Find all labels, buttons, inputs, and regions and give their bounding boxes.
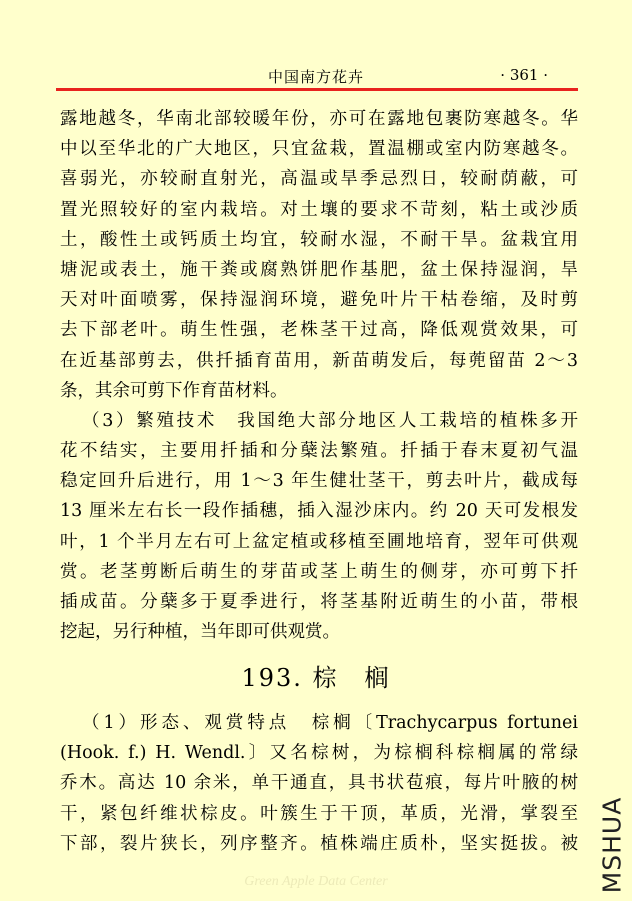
section-text <box>60 708 578 859</box>
text-line: 叶，1 个半月左右可上盆定植或移植至圃地培育，翌年可供观 <box>60 531 578 552</box>
text-line: 花不结实，主要用扦插和分蘖法繁殖。扦插于春末夏初气温 <box>60 441 578 462</box>
page-number: · 361 · <box>500 66 548 84</box>
body-text <box>60 104 578 647</box>
text-line: 土，酸性土或钙质土均宜，较耐水湿，不耐干旱。盆栽宜用 <box>60 229 578 250</box>
text-line: 去下部老叶。萌生性强，老株茎干过高，降低观赏效果，可 <box>60 320 578 341</box>
section-heading: 193. 棕 榈 <box>241 664 391 692</box>
text-line: 在近基部剪去，供扦插育苗用，新苗萌发后，每蔸留苗 2～3 <box>60 350 578 371</box>
text-line: (Hook. f.) H. Wendl.〕又名棕树，为棕榈科棕榈属的常绿 <box>60 743 578 764</box>
text-line: 干，紧包纤维状棕皮。叶簇生于干顶，革质，光滑，掌裂至 <box>60 803 578 824</box>
text-line: 天对叶面喷雾，保持湿润环境，避免叶片干枯卷缩，及时剪 <box>60 290 578 311</box>
header-rule <box>56 88 578 91</box>
text-line: 置光照较好的室内栽培。对土壤的要求不苛刻，粘土或沙质 <box>60 199 578 220</box>
text-line: 插成苗。分蘖多于夏季进行，将茎基附近萌生的小苗，带根 <box>60 592 578 612</box>
text-line: 塘泥或表土，施干粪或腐熟饼肥作基肥，盆土保持湿润，旱 <box>60 259 578 280</box>
running-header <box>56 66 578 88</box>
footer-watermark: Green Apple Data Center <box>244 874 388 889</box>
text-line: 乔木。高达 10 余米，单干通直，具书状苞痕，每片叶腋的树 <box>60 773 578 794</box>
text-line: （1）形态、观赏特点 棕榈〔Trachycarpus fortunei <box>82 713 578 733</box>
text-line: 条，其余可剪下作育苗材料。 <box>60 380 288 401</box>
text-line: （3）繁殖技术 我国绝大部分地区人工栽培的植株多开 <box>82 410 578 431</box>
text-line: 稳定回升后进行，用 1～3 年生健壮茎干，剪去叶片，截成每 <box>60 471 578 492</box>
text-line: 露地越冬，华南北部较暖年份，亦可在露地包裹防寒越冬。华 <box>60 109 578 129</box>
text-line: 喜弱光，亦较耐直射光，高温或旱季忌烈日，较耐荫蔽，可 <box>60 169 578 190</box>
side-watermark-text: MSHUA <box>597 796 627 894</box>
text-line: 中以至华北的广大地区，只宜盆栽，置温棚或室内防寒越冬。 <box>60 139 578 160</box>
text-line: 下部，裂片狭长，列序整齐。植株端庄质朴，坚实挺拔。被 <box>60 833 578 854</box>
text-line: 挖起，另行种植，当年即可供观赏。 <box>60 622 340 643</box>
book-title: 中国南方花卉 <box>268 68 365 86</box>
side-watermark <box>597 796 627 894</box>
text-line: 13 厘米左右长一段作插穗，插入湿沙床内。约 20 天可发根发 <box>60 501 578 522</box>
text-line: 赏。老茎剪断后萌生的芽苗或茎上萌生的侧芽，亦可剪下扦 <box>60 561 578 582</box>
